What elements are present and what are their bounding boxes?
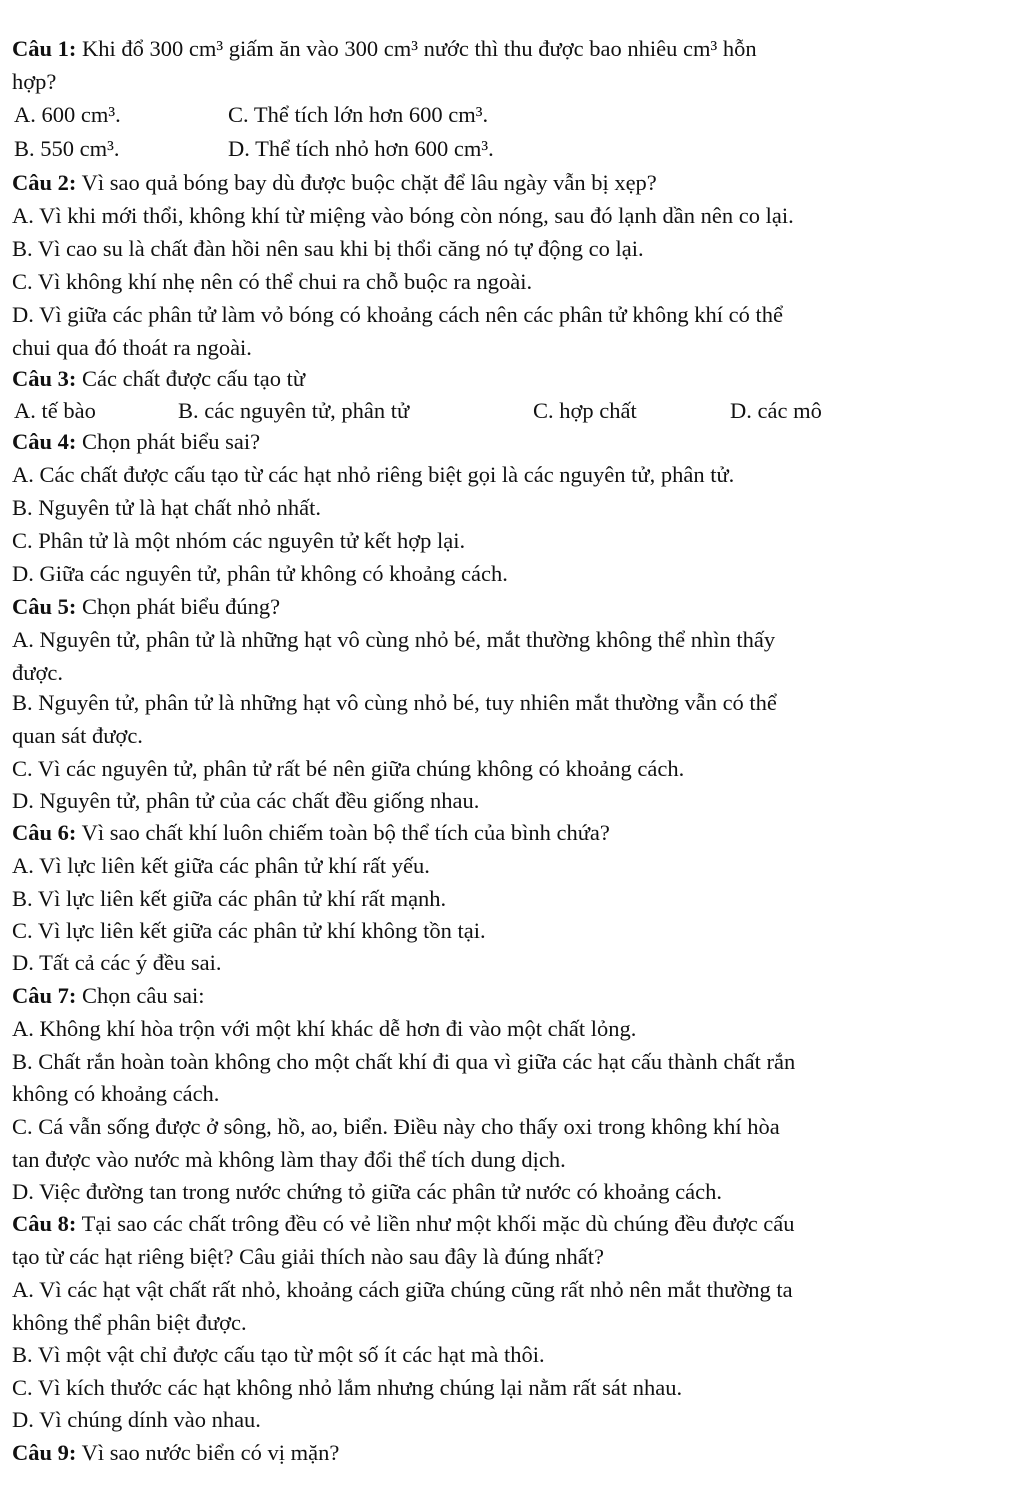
q3-option-c: C. hợp chất bbox=[533, 398, 637, 423]
q8-option-c: C. Vì kích thước các hạt không nhỏ lắm nhưng chúng lại nằm rất sát nhau. bbox=[12, 1375, 683, 1400]
q1-option-b: B. 550 cm³. bbox=[14, 136, 120, 161]
q7-option-c: C. Cá vẫn sống được ở sông, hồ, ao, biển. Điều này cho thấy oxi trong không khí hòa bbox=[12, 1114, 780, 1139]
q3-option-a: A. tế bào bbox=[14, 398, 96, 423]
question-2-text: Vì sao quả bóng bay dù được buộc chặt để lâu ngày vẫn bị xẹp? bbox=[76, 170, 657, 195]
q1-option-c: C. Thể tích lớn hơn 600 cm³. bbox=[228, 102, 489, 127]
q2-option-c: C. Vì không khí nhẹ nên có thể chui ra chỗ buộc ra ngoài. bbox=[12, 269, 533, 294]
q7-option-c-cont: tan được vào nước mà không làm thay đổi thể tích dung dịch. bbox=[12, 1147, 566, 1172]
q5-option-d: D. Nguyên tử, phân tử của các chất đều giống nhau. bbox=[12, 788, 480, 813]
question-1 bbox=[12, 34, 757, 64]
q5-option-c: C. Vì các nguyên tử, phân tử rất bé nên giữa chúng không có khoảng cách. bbox=[12, 756, 685, 781]
q2-option-d: D. Vì giữa các phân tử làm vỏ bóng có khoảng cách nên các phân tử không khí có thể bbox=[12, 302, 783, 327]
q6-option-a: A. Vì lực liên kết giữa các phân tử khí rất yếu. bbox=[12, 853, 430, 878]
q4-option-b: B. Nguyên tử là hạt chất nhỏ nhất. bbox=[12, 495, 322, 520]
question-8-text: Tại sao các chất trông đều có vẻ liền như một khối mặc dù chúng đều được cấu bbox=[76, 1211, 795, 1236]
question-6-label: Câu 6: bbox=[12, 820, 77, 845]
q2-option-b: B. Vì cao su là chất đàn hồi nên sau khi bị thổi căng nó tự động co lại. bbox=[12, 236, 644, 261]
q3-option-b: B. các nguyên tử, phân tử bbox=[178, 398, 410, 423]
q4-option-c: C. Phân tử là một nhóm các nguyên tử kết hợp lại. bbox=[12, 528, 466, 553]
question-7-label: Câu 7: bbox=[12, 983, 77, 1008]
q5-option-a-cont: được. bbox=[12, 660, 63, 685]
q5-option-b: B. Nguyên tử, phân tử là những hạt vô cùng nhỏ bé, tuy nhiên mắt thường vẫn có thể bbox=[12, 690, 777, 715]
question-4-text: Chọn phát biểu sai? bbox=[76, 429, 261, 454]
question-5 bbox=[12, 592, 280, 622]
q6-option-c: C. Vì lực liên kết giữa các phân tử khí không tồn tại. bbox=[12, 918, 486, 943]
question-8-label: Câu 8: bbox=[12, 1211, 77, 1236]
q8-option-a: A. Vì các hạt vật chất rất nhỏ, khoảng cách giữa chúng cũng rất nhỏ nên mắt thường ta bbox=[12, 1277, 793, 1302]
q8-option-a-cont: không thể phân biệt được. bbox=[12, 1310, 247, 1335]
q5-option-a: A. Nguyên tử, phân tử là những hạt vô cùng nhỏ bé, mắt thường không thể nhìn thấy bbox=[12, 627, 776, 652]
question-9-text: Vì sao nước biển có vị mặn? bbox=[76, 1440, 340, 1465]
question-2-label: Câu 2: bbox=[12, 170, 77, 195]
q1-option-a: A. 600 cm³. bbox=[14, 102, 121, 127]
q2-option-a: A. Vì khi mới thổi, không khí từ miệng vào bóng còn nóng, sau đó lạnh dần nên co lại. bbox=[12, 203, 794, 228]
question-4 bbox=[12, 427, 260, 457]
question-3-text: Các chất được cấu tạo từ bbox=[76, 366, 306, 391]
question-9 bbox=[12, 1438, 339, 1468]
question-7-text: Chọn câu sai: bbox=[76, 983, 205, 1008]
q5-option-b-cont: quan sát được. bbox=[12, 723, 143, 748]
question-5-text: Chọn phát biểu đúng? bbox=[76, 594, 281, 619]
q4-option-d: D. Giữa các nguyên tử, phân tử không có khoảng cách. bbox=[12, 561, 508, 586]
question-2 bbox=[12, 168, 657, 198]
question-7 bbox=[12, 981, 205, 1011]
question-6 bbox=[12, 818, 610, 848]
q7-option-b-cont: không có khoảng cách. bbox=[12, 1081, 220, 1106]
q7-option-a: A. Không khí hòa trộn với một khí khác dễ hơn đi vào một chất lỏng. bbox=[12, 1016, 637, 1041]
q7-option-b: B. Chất rắn hoàn toàn không cho một chất khí đi qua vì giữa các hạt cấu thành chất rắn bbox=[12, 1049, 796, 1074]
q6-option-d: D. Tất cả các ý đều sai. bbox=[12, 950, 222, 975]
q1-option-d: D. Thể tích nhỏ hơn 600 cm³. bbox=[228, 136, 494, 161]
question-3 bbox=[12, 364, 305, 394]
question-5-label: Câu 5: bbox=[12, 594, 77, 619]
question-1-text: Khi đổ 300 cm³ giấm ăn vào 300 cm³ nước thì thu được bao nhiêu cm³ hỗn bbox=[76, 36, 757, 61]
q2-option-d-cont: chui qua đó thoát ra ngoài. bbox=[12, 335, 252, 360]
q3-option-d: D. các mô bbox=[730, 398, 822, 423]
q6-option-b: B. Vì lực liên kết giữa các phân tử khí rất mạnh. bbox=[12, 886, 447, 911]
question-8 bbox=[12, 1209, 795, 1239]
question-6-text: Vì sao chất khí luôn chiếm toàn bộ thể tích của bình chứa? bbox=[76, 820, 610, 845]
q4-option-a: A. Các chất được cấu tạo từ các hạt nhỏ riêng biệt gọi là các nguyên tử, phân tử. bbox=[12, 462, 735, 487]
question-1-text-cont: hợp? bbox=[12, 69, 57, 94]
question-3-label: Câu 3: bbox=[12, 366, 77, 391]
q8-option-d: D. Vì chúng dính vào nhau. bbox=[12, 1407, 261, 1432]
question-9-label: Câu 9: bbox=[12, 1440, 77, 1465]
q8-option-b: B. Vì một vật chỉ được cấu tạo từ một số ít các hạt mà thôi. bbox=[12, 1342, 545, 1367]
q7-option-d: D. Việc đường tan trong nước chứng tỏ giữa các phân tử nước có khoảng cách. bbox=[12, 1179, 723, 1204]
question-1-label: Câu 1: bbox=[12, 36, 77, 61]
question-8-text-cont: tạo từ các hạt riêng biệt? Câu giải thích nào sau đây là đúng nhất? bbox=[12, 1244, 604, 1269]
question-4-label: Câu 4: bbox=[12, 429, 77, 454]
